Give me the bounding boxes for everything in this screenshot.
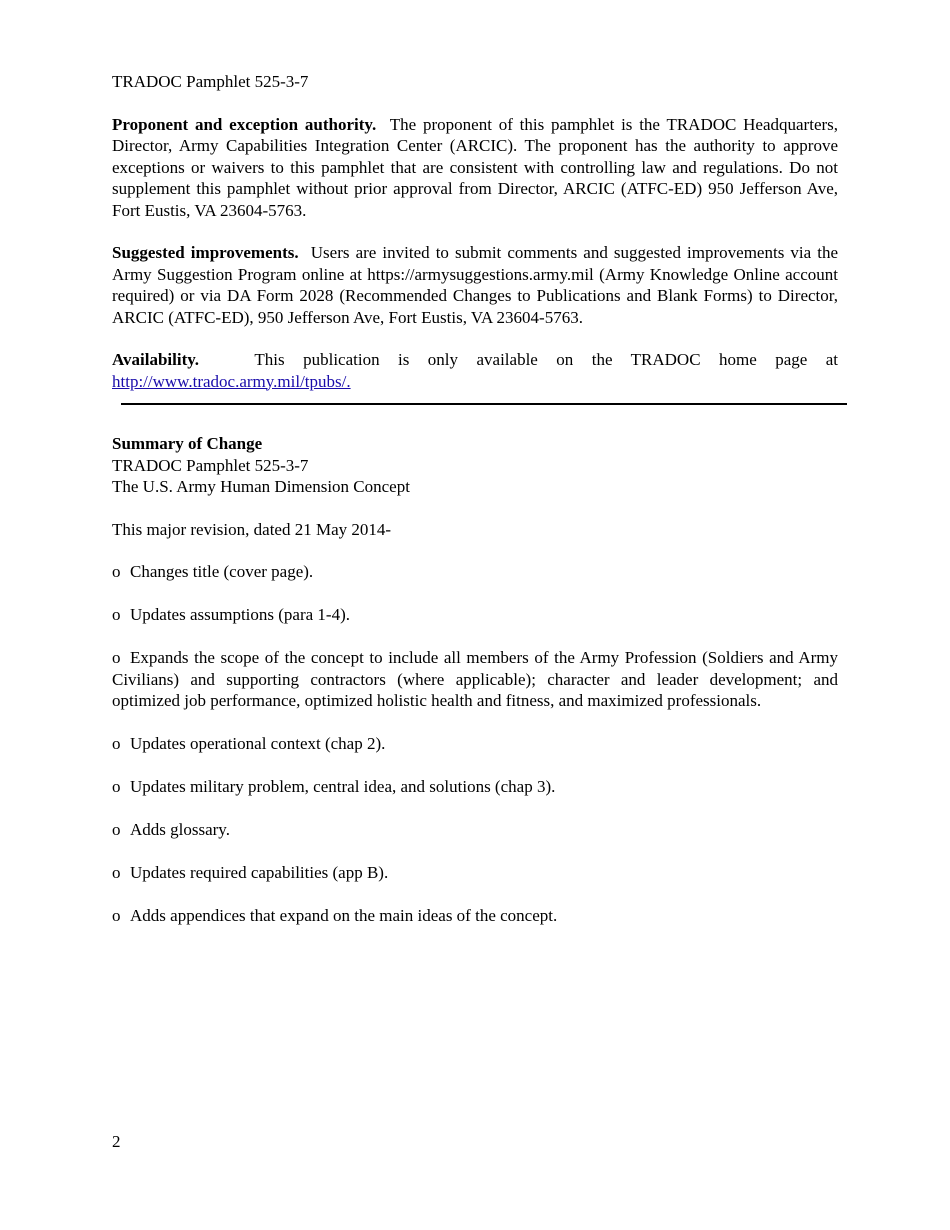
- proponent-text: The proponent of this pamphlet is the TRADOC Headquarters, Director, Army Capabilities Integration Center (ARCIC). The proponent has the authority to approve exceptions or waivers to this pamphlet that are consistent with controlling law and regulations. Do not supplement this pamphlet without prior approval from Director, ARCIC (ATFC-ED) 950 Jefferson Ave, Fort Eustis, VA 23604-5763.: [112, 114, 839, 220]
- bullet-marker: o: [112, 863, 121, 882]
- summary-doc-title: The U.S. Army Human Dimension Concept: [112, 477, 410, 496]
- summary-title: Summary of Change: [112, 434, 263, 453]
- availability-heading: Availability.: [112, 350, 200, 369]
- bullet-marker: o: [112, 906, 121, 925]
- change-list-item-text: Updates required capabilities (app B).: [130, 863, 389, 882]
- summary-of-change-section: [112, 433, 838, 948]
- change-list-item-text: Updates military problem, central idea, and solutions (chap 3).: [130, 777, 556, 796]
- improvements-paragraph: [112, 242, 838, 328]
- bullet-marker: o: [112, 820, 121, 839]
- change-list-item-text: Updates assumptions (para 1-4).: [130, 605, 351, 624]
- change-list-item: [112, 561, 838, 583]
- change-list-item: [112, 862, 838, 884]
- bullet-marker: o: [112, 734, 121, 753]
- change-list-item: [112, 733, 838, 755]
- document-page: [112, 71, 838, 392]
- improvements-text: Users are invited to submit comments and suggested improvements via the Army Suggestion Program online at https://armysuggestions.army.mil (Army Knowledge Online account required) or via DA Form 2028 (Recommended Changes to Publications and Blank Forms) to Director, ARCIC (ATFC-ED), 950 Jefferson Ave, Fort Eustis, VA 23604-5763.: [112, 243, 838, 327]
- page-number: 2: [112, 1132, 121, 1151]
- change-list-item: [112, 647, 838, 712]
- availability-paragraph: [112, 349, 838, 392]
- change-list-item: [112, 905, 838, 927]
- change-list-item-text: Expands the scope of the concept to include all members of the Army Profession (Soldiers and Army Civilians) and supporting contractors (where applicable); character and leader development; and optimized job performance, optimized holistic health and fitness, and maximized professionals.: [112, 648, 838, 710]
- change-list-item-text: Changes title (cover page).: [130, 562, 314, 581]
- document-header: TRADOC Pamphlet 525-3-7: [112, 72, 309, 91]
- section-divider: [121, 403, 847, 405]
- change-list-item: [112, 604, 838, 626]
- change-list-item-text: Updates operational context (chap 2).: [130, 734, 386, 753]
- improvements-heading: Suggested improvements.: [112, 243, 299, 262]
- tradoc-pubs-link[interactable]: http://www.tradoc.army.mil/tpubs/.: [112, 371, 351, 391]
- summary-doc-id: TRADOC Pamphlet 525-3-7: [112, 455, 309, 475]
- bullet-marker: o: [112, 562, 121, 581]
- bullet-marker: o: [112, 605, 121, 624]
- change-list-item: [112, 819, 838, 841]
- bullet-marker: o: [112, 648, 121, 667]
- change-list: [112, 561, 838, 927]
- proponent-paragraph: [112, 114, 838, 222]
- revision-note: This major revision, dated 21 May 2014-: [112, 519, 392, 539]
- change-list-item: [112, 776, 838, 798]
- change-list-item-text: Adds glossary.: [130, 820, 230, 839]
- availability-text: This publication is only available on the TRADOC home page at: [254, 350, 839, 369]
- change-list-item-text: Adds appendices that expand on the main ideas of the concept.: [130, 906, 558, 925]
- proponent-heading: Proponent and exception authority.: [112, 114, 377, 134]
- bullet-marker: o: [112, 777, 121, 796]
